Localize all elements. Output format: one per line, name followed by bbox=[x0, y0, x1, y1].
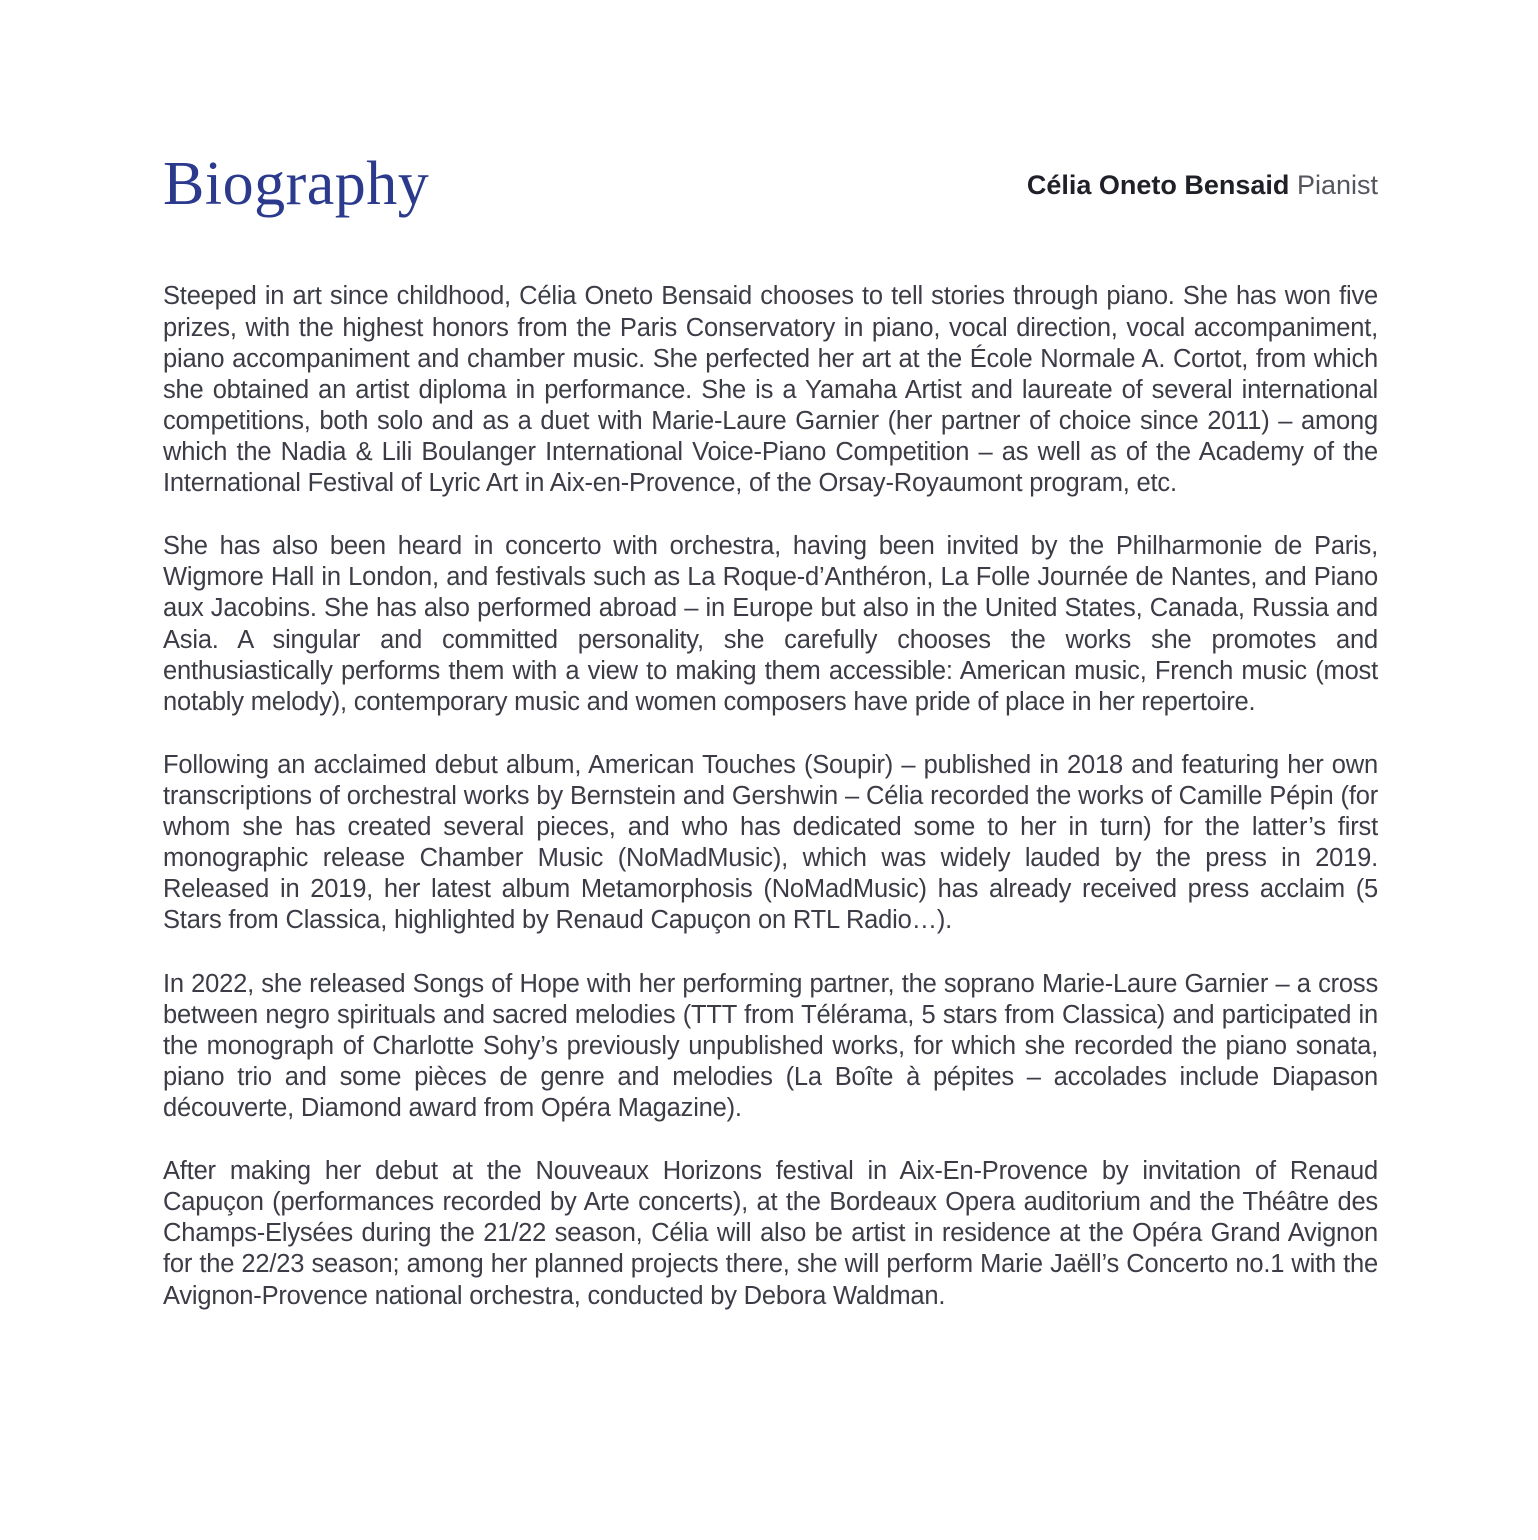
page-header bbox=[163, 150, 1378, 219]
paragraph-concerts: She has also been heard in concerto with orchestra, having been invited by the Philharmonie de Paris, Wigmore Hall in London, and festivals such as La Roque-d’Anthéron, La Folle Journée de Nantes, and Piano aux Jacobins. She has also performed abroad – in Europe but also in the United States, Canada, Russia and Asia. A singular and committed personality, she carefully chooses the works she promotes and enthusiastically performs them with a view to making them accessible: American music, French music (most notably melody), contemporary music and women composers have pride of place in her repertoire. bbox=[163, 532, 1378, 716]
page-title: Biography bbox=[163, 150, 430, 218]
biography-text bbox=[163, 281, 1378, 1311]
paragraph-early-career: Steeped in art since childhood, Célia Oneto Bensaid chooses to tell stories through piano. She has won five prizes, with the highest honors from the Paris Conservatory in piano, vocal direction, vocal accompaniment, piano accompaniment and chamber music. She perfected her art at the École Normale A. Cortot, from which she obtained an artist diploma in performance. She is a Yamaha Artist and laureate of several international competitions, both solo and as a duet with Marie-Laure Garnier (her partner of choice since 2011) – among which the Nadia & Lili Boulanger International Voice-Piano Competition – as well as of the Academy of the International Festival of Lyric Art in Aix-en-Provence, of the Orsay-Royaumont program, etc. bbox=[163, 282, 1378, 498]
paragraph-2022-releases: In 2022, she released Songs of Hope with her performing partner, the soprano Marie-Laure Garnier – a cross between negro spirituals and sacred melodies (TTT from Télérama, 5 stars from Classica) and participated in the monograph of Charlotte Sohy’s previously unpublished works, for which she recorded the piano sonata, piano trio and some pièces de genre and melodies (La Boîte à pépites – accolades include Diapason découverte, Diamond award from Opéra Magazine). bbox=[163, 969, 1378, 1122]
artist-role: Pianist bbox=[1296, 169, 1378, 200]
paragraph-upcoming-projects: After making her debut at the Nouveaux Horizons festival in Aix-En-Provence by invitation of Renaud Capuçon (performances recorded by Arte concerts), at the Bordeaux Opera auditorium and the Théâtre des Champs-Elysées during the 21/22 season, Célia will also be artist in residence at the Opéra Grand Avignon for the 22/23 season; among her planned projects there, she will perform Marie Jaëll’s Concerto no.1 with the Avignon-Provence national orchestra, conducted by Debora Waldman. bbox=[163, 1157, 1378, 1310]
artist-byline bbox=[1027, 169, 1378, 201]
artist-name: Célia Oneto Bensaid bbox=[1026, 169, 1290, 200]
paragraph-albums: Following an acclaimed debut album, American Touches (Soupir) – published in 2018 and featuring her own transcriptions of orchestral works by Bernstein and Gershwin – Célia recorded the works of Camille Pépin (for whom she has created several pieces, and who has dedicated some to her in turn) for the latter’s first monographic release Chamber Music (NoMadMusic), which was widely lauded by the press in 2019. Released in 2019, her latest album Metamorphosis (NoMadMusic) has already received press acclaim (5 Stars from Classica, highlighted by Renaud Capuçon on RTL Radio…). bbox=[163, 750, 1378, 935]
